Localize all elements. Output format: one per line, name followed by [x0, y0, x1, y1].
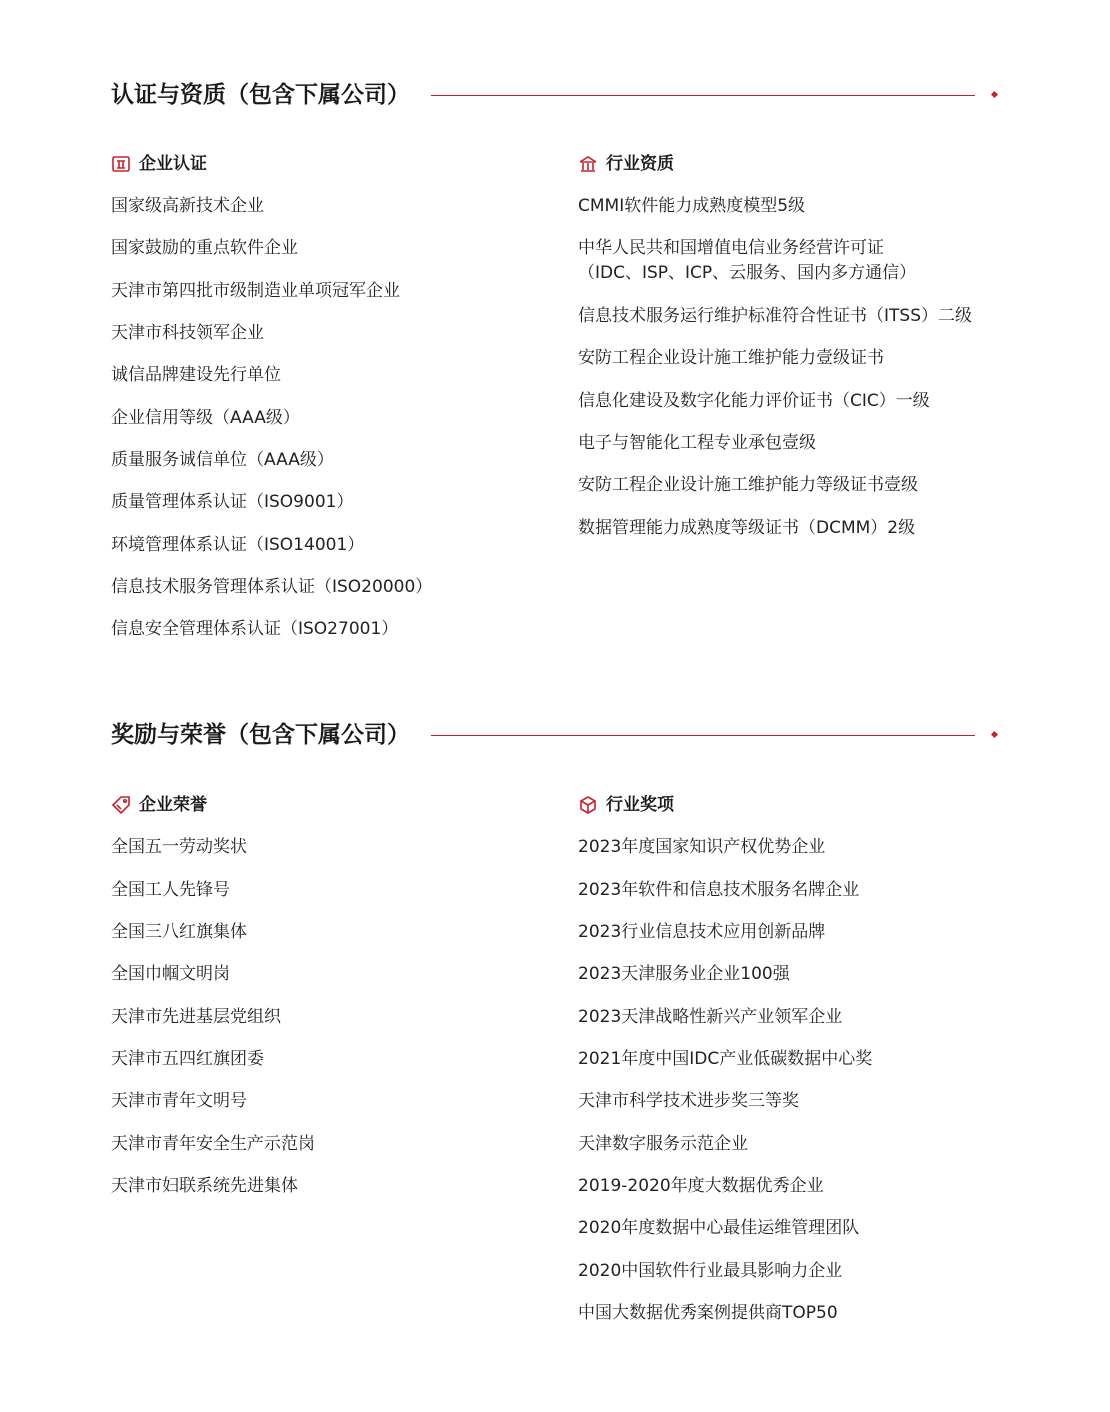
certification-title: 认证与资质（包含下属公司）	[111, 82, 410, 108]
enterprise-certification-title: 企业认证	[139, 154, 207, 174]
section-divider-line	[431, 735, 975, 736]
industry-qualification-column	[578, 152, 674, 176]
industry-award-title: 行业奖项	[606, 795, 674, 815]
list-item: 2020年度数据中心最佳运维管理团队	[578, 1218, 860, 1238]
awards-header	[111, 720, 1001, 750]
building-icon	[111, 154, 131, 174]
industry-qualification-heading	[578, 152, 674, 176]
list-item: 天津数字服务示范企业	[578, 1134, 748, 1154]
list-item: 质量服务诚信单位（AAA级）	[111, 450, 334, 470]
list-item: 2023年软件和信息技术服务名牌企业	[578, 880, 860, 900]
list-item: 信息化建设及数字化能力评价证书（CIC）一级	[578, 391, 930, 411]
list-item: 2023天津战略性新兴产业领军企业	[578, 1007, 843, 1027]
list-item: 2020中国软件行业最具影响力企业	[578, 1261, 843, 1281]
list-item: 全国巾帼文明岗	[111, 964, 230, 984]
list-item: 电子与智能化工程专业承包壹级	[578, 433, 816, 453]
list-item: 天津市第四批市级制造业单项冠军企业	[111, 281, 400, 301]
list-item: 天津市妇联系统先进集体	[111, 1176, 298, 1196]
list-item: 信息技术服务运行维护标准符合性证书（ITSS）二级	[578, 306, 972, 326]
list-item: 企业信用等级（AAA级）	[111, 408, 300, 428]
list-item: 2023年度国家知识产权优势企业	[578, 837, 826, 857]
list-item: 中国大数据优秀案例提供商TOP50	[578, 1303, 838, 1323]
list-item: 安防工程企业设计施工维护能力壹级证书	[578, 348, 884, 368]
list-item: 2021年度中国IDC产业低碳数据中心奖	[578, 1049, 873, 1069]
list-item: 国家鼓励的重点软件企业	[111, 238, 298, 258]
list-item: 数据管理能力成熟度等级证书（DCMM）2级	[578, 518, 916, 538]
list-item: 环境管理体系认证（ISO14001）	[111, 535, 365, 555]
enterprise-honor-heading	[111, 793, 207, 817]
industry-award-column	[578, 793, 674, 817]
list-item: 天津市科学技术进步奖三等奖	[578, 1091, 799, 1111]
awards-title: 奖励与荣誉（包含下属公司）	[111, 722, 410, 748]
list-item: 全国工人先锋号	[111, 880, 230, 900]
list-item: CMMI软件能力成熟度模型5级	[578, 196, 806, 216]
list-item: 天津市科技领军企业	[111, 323, 264, 343]
section-divider-dot	[991, 731, 998, 738]
tag-icon	[111, 795, 131, 815]
enterprise-certification-column	[111, 152, 207, 176]
list-item: 信息安全管理体系认证（ISO27001）	[111, 619, 399, 639]
cube-icon	[578, 795, 598, 815]
list-item: 2023天津服务业企业100强	[578, 964, 790, 984]
list-item: 信息技术服务管理体系认证（ISO20000）	[111, 577, 433, 597]
list-item: 中华人民共和国增值电信业务经营许可证	[578, 238, 884, 258]
list-item: 天津市五四红旗团委	[111, 1049, 264, 1069]
list-item: 诚信品牌建设先行单位	[111, 365, 281, 385]
list-item: 安防工程企业设计施工维护能力等级证书壹级	[578, 475, 918, 495]
list-item-continuation: （IDC、ISP、ICP、云服务、国内多方通信）	[578, 263, 917, 283]
industry-qualification-title: 行业资质	[606, 154, 674, 174]
section-divider-dot	[991, 91, 998, 98]
enterprise-honor-column	[111, 793, 207, 817]
list-item: 天津市青年文明号	[111, 1091, 247, 1111]
list-item: 天津市先进基层党组织	[111, 1007, 281, 1027]
list-item: 2023行业信息技术应用创新品牌	[578, 922, 826, 942]
list-item: 2019-2020年度大数据优秀企业	[578, 1176, 824, 1196]
list-item: 质量管理体系认证（ISO9001）	[111, 492, 354, 512]
list-item: 全国五一劳动奖状	[111, 837, 247, 857]
enterprise-certification-heading	[111, 152, 207, 176]
list-item: 全国三八红旗集体	[111, 922, 247, 942]
section-divider-line	[431, 95, 975, 96]
list-item: 天津市青年安全生产示范岗	[111, 1134, 315, 1154]
certification-header	[111, 80, 1001, 110]
industry-award-heading	[578, 793, 674, 817]
list-item: 国家级高新技术企业	[111, 196, 264, 216]
bank-icon	[578, 154, 598, 174]
enterprise-honor-title: 企业荣誉	[139, 795, 207, 815]
